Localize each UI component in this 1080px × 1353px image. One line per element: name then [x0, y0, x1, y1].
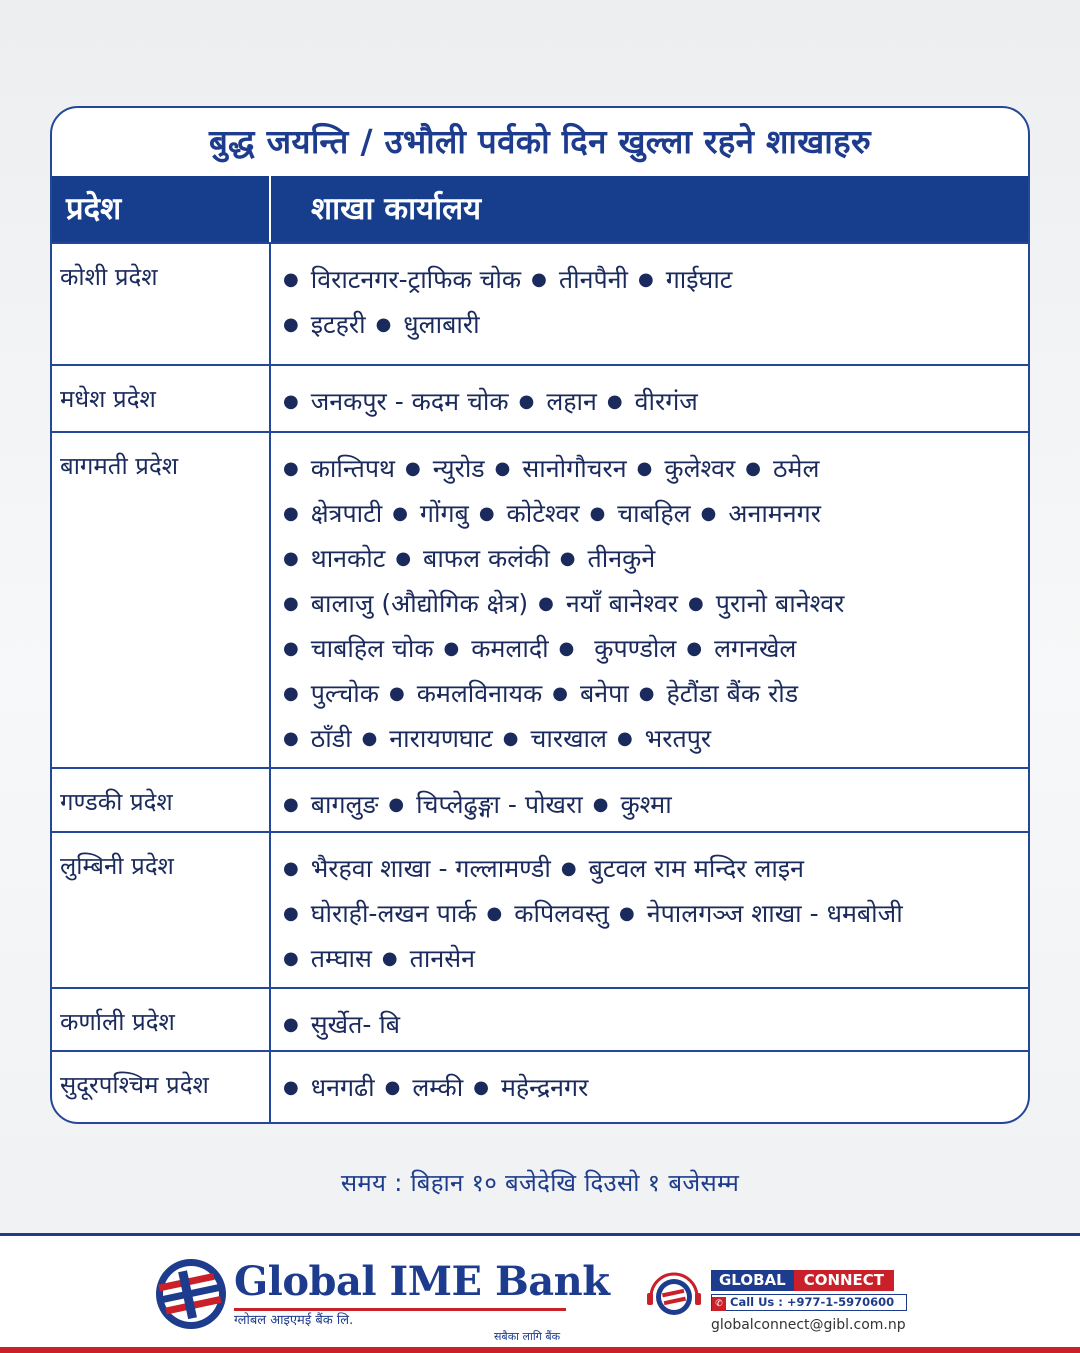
branch-list [271, 833, 1028, 987]
bullet-icon: ● [636, 458, 653, 479]
branch-name: विराटनगर-ट्राफिक चोक [310, 265, 522, 294]
branch-name: चाबहिल [617, 499, 691, 528]
header-branch: शाखा कार्यालय [311, 191, 482, 227]
bullet-icon: ● [494, 458, 511, 479]
bullet-icon: ● [283, 794, 299, 815]
branch-name: वीरगंज [634, 387, 698, 416]
branch-line [283, 307, 1028, 352]
branch-name: धनगढी [310, 1073, 375, 1102]
bullet-icon: ● [638, 269, 654, 290]
branch-name: गाईघाट [665, 265, 733, 294]
branch-name: बुटवल राम मन्दिर लाइन [588, 854, 805, 883]
branch-name: तम्घास [310, 944, 372, 973]
table-row [52, 431, 1028, 767]
bullet-icon: ● [283, 1014, 299, 1035]
bullet-icon: ● [443, 638, 460, 659]
bullet-icon: ● [559, 548, 576, 569]
branch-list [271, 769, 1028, 831]
bullet-icon: ● [486, 903, 503, 924]
bullet-icon: ● [405, 458, 421, 479]
branch-line [283, 676, 1028, 721]
branch-name: सानोगौचरन [522, 454, 627, 483]
branch-line [283, 496, 1028, 541]
branch-name: बालाजु (औद्योगिक क्षेत्र) [310, 589, 529, 618]
branch-name: लहान [546, 387, 597, 416]
bullet-icon: ● [283, 1077, 299, 1098]
branch-list [271, 366, 1028, 431]
bullet-icon: ● [606, 391, 623, 412]
gc-global-label: GLOBAL [711, 1270, 794, 1291]
branch-name: लम्की [412, 1073, 464, 1102]
bullet-icon: ● [361, 728, 378, 749]
bullet-icon: ● [283, 269, 299, 290]
global-connect-headset-icon [643, 1264, 705, 1326]
province-name: लुम्बिनी प्रदेश [52, 833, 271, 987]
bank-name: Global IME Bank [234, 1258, 610, 1305]
branch-name: घोराही-लखन पार्क [310, 899, 477, 928]
table-row [52, 1050, 1028, 1122]
bullet-icon: ● [478, 503, 495, 524]
table-row [52, 831, 1028, 987]
table-header [52, 176, 1028, 242]
bullet-icon: ● [518, 391, 535, 412]
branch-name: अनामनगर [728, 499, 821, 528]
timing-text: समय : बिहान १० बजेदेखि दिउसो १ बजेसम्म [340, 1169, 740, 1197]
bullet-icon: ● [502, 728, 519, 749]
branch-name: भैरहवा शाखा - गल्लामण्डी [310, 854, 551, 883]
bullet-icon: ● [538, 593, 554, 614]
branch-name: ठाँडी [310, 724, 352, 753]
branch-name: तीनपैनी [558, 265, 628, 294]
bullet-icon: ● [283, 548, 299, 569]
branch-name: बनेपा [579, 679, 629, 708]
branch-name: पुरानो बानेश्वर [715, 589, 845, 618]
branch-line [283, 586, 1028, 631]
branch-name: कुपण्डोल [586, 634, 677, 663]
branch-list [271, 989, 1028, 1050]
bullet-icon: ● [395, 548, 412, 569]
branch-line [283, 384, 1028, 429]
branch-name: चाबहिल चोक [310, 634, 434, 663]
bullet-icon: ● [283, 903, 299, 924]
branch-name: पुल्चोक [310, 679, 379, 708]
branch-name: कुलेश्वर [664, 454, 736, 483]
bullet-icon: ● [531, 269, 547, 290]
branch-line [283, 631, 1028, 676]
branch-line [283, 896, 1028, 941]
contact-email[interactable]: globalconnect@gibl.com.np [711, 1317, 906, 1333]
branch-name: तानसेन [409, 944, 475, 973]
branch-name: तीनकुने [587, 544, 656, 573]
branch-name: न्युरोड [432, 454, 485, 483]
header-province: प्रदेश [52, 176, 271, 242]
branch-name: इटहरी [310, 310, 366, 339]
branch-name: कुश्मा [620, 790, 672, 819]
bullet-icon: ● [381, 948, 398, 969]
branch-name: नारायणघाट [389, 724, 493, 753]
table-row [52, 767, 1028, 831]
table-body [52, 242, 1028, 1122]
branch-name: नयाँ बानेश्वर [565, 589, 679, 618]
branch-name: नेपालगञ्ज शाखा - धमबोजी [646, 899, 903, 928]
table-row [52, 987, 1028, 1050]
footer [0, 1233, 1080, 1353]
bullet-icon: ● [283, 948, 299, 969]
branch-name: बाफल कलंकी [423, 544, 550, 573]
bullet-icon: ● [388, 683, 405, 704]
bullet-icon: ● [388, 794, 405, 815]
branch-line [283, 1070, 1028, 1115]
branch-name: चिप्लेढुङ्गा - पोखरा [416, 790, 583, 819]
bullet-icon: ● [686, 638, 703, 659]
province-name: बागमती प्रदेश [52, 433, 271, 767]
branch-name: भरतपुर [644, 724, 712, 753]
bullet-icon: ● [283, 638, 299, 659]
branch-name: थानकोट [310, 544, 386, 573]
footer-red-bar [0, 1347, 1080, 1353]
bullet-icon: ● [283, 728, 299, 749]
global-ime-logo-icon [153, 1256, 229, 1332]
bullet-icon: ● [616, 728, 633, 749]
bullet-icon: ● [700, 503, 717, 524]
branch-name: कान्तिपथ [310, 454, 395, 483]
bullet-icon: ● [552, 683, 568, 704]
bullet-icon: ● [592, 794, 609, 815]
province-name: कर्णाली प्रदेश [52, 989, 271, 1050]
bullet-icon: ● [384, 1077, 401, 1098]
branch-name: कमलविनायक [416, 679, 543, 708]
branch-name: हेटौंडा बैंक रोड [666, 679, 799, 708]
branch-line [283, 1007, 1028, 1052]
bullet-icon: ● [283, 593, 299, 614]
bullet-icon: ● [638, 683, 655, 704]
bullet-icon: ● [283, 503, 299, 524]
call-us[interactable] [711, 1294, 907, 1311]
table-row [52, 242, 1028, 364]
call-us-text: Call Us : +977-1-5970600 [730, 1295, 895, 1309]
branch-name: क्षेत्रपाटी [310, 499, 383, 528]
bullet-icon: ● [392, 503, 408, 524]
branch-name: गोंगबु [419, 499, 469, 528]
gc-connect-label: CONNECT [794, 1270, 894, 1291]
branch-name: कपिलवस्तु [514, 899, 609, 928]
branch-line [283, 721, 1028, 766]
bullet-icon: ● [375, 314, 392, 335]
branch-name: चारखाल [530, 724, 607, 753]
branch-list [271, 433, 1028, 767]
province-name: मधेश प्रदेश [52, 366, 271, 431]
bullet-icon: ● [283, 391, 299, 412]
branch-line [283, 941, 1028, 986]
branch-name: बागलुङ [310, 790, 379, 819]
branch-name: सुर्खेत- बि [310, 1010, 401, 1039]
branch-line [283, 541, 1028, 586]
bank-name-nepali: ग्लोबल आइएमई बैंक लि. [234, 1313, 354, 1328]
province-name: कोशी प्रदेश [52, 244, 271, 364]
branch-list [271, 244, 1028, 364]
bullet-icon: ● [283, 858, 299, 879]
page-title: बुद्ध जयन्ति / उभौली पर्वको दिन खुल्ला रहने शाखाहरु [209, 122, 871, 161]
global-connect-badge [711, 1270, 894, 1291]
table-row [52, 364, 1028, 431]
branch-name: कमलादी [471, 634, 549, 663]
branch-line [283, 787, 1028, 832]
branch-name: कोटेश्वर [506, 499, 580, 528]
bullet-icon: ● [745, 458, 761, 479]
branch-card [50, 106, 1030, 1124]
branch-line [283, 262, 1028, 307]
province-name: सुदूरपश्चिम प्रदेश [52, 1052, 271, 1122]
branch-name: लगनखेल [714, 634, 797, 663]
bullet-icon: ● [558, 638, 575, 659]
branch-name: धुलाबारी [403, 310, 480, 339]
bullet-icon: ● [473, 1077, 489, 1098]
bullet-icon: ● [618, 903, 635, 924]
branch-name: जनकपुर - कदम चोक [310, 387, 509, 416]
bullet-icon: ● [560, 858, 577, 879]
branch-line [283, 451, 1028, 496]
branch-list [271, 1052, 1028, 1122]
branch-name: ठमेल [773, 454, 820, 483]
bullet-icon: ● [283, 458, 299, 479]
bullet-icon: ● [688, 593, 704, 614]
province-name: गण्डकी प्रदेश [52, 769, 271, 831]
bullet-icon: ● [283, 314, 299, 335]
bullet-icon: ● [283, 683, 299, 704]
branch-name: महेन्द्रनगर [500, 1073, 589, 1102]
bullet-icon: ● [589, 503, 606, 524]
bank-tagline: सबैका लागि बैंक [494, 1330, 561, 1343]
branch-line [283, 851, 1028, 896]
phone-icon: ✆ [712, 1297, 726, 1311]
